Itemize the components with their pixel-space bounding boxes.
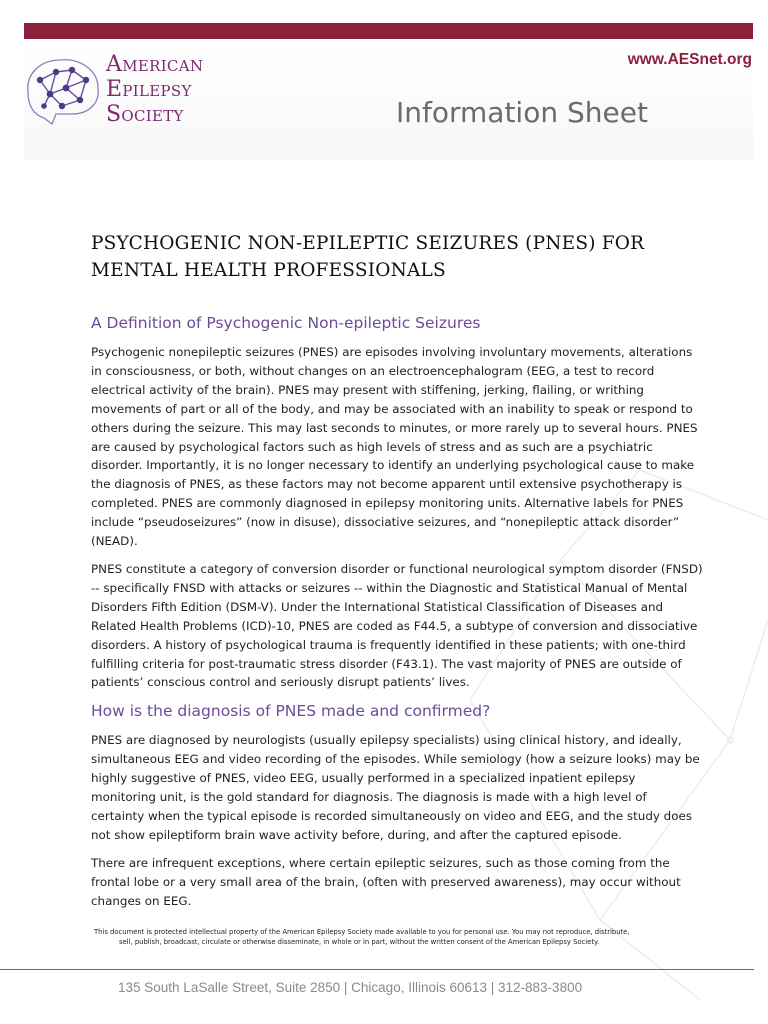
- disclaimer-line2: sell, publish, broadcast, circulate or otherwise disseminate, in whole or in part, without the written consent of the American Epilepsy Society.: [119, 938, 600, 946]
- disclaimer-line1: This document is protected intellectual property of the American Epilepsy Society made available to you for personal use. You may not reproduce, distribute,: [94, 928, 630, 936]
- document-title: [91, 230, 691, 284]
- section-heading-definition: A Definition of Psychogenic Non-epileptic Seizures: [91, 314, 481, 332]
- org-name-line3: Society: [106, 102, 184, 127]
- document-body: [91, 311, 703, 910]
- paragraph: PNES constitute a category of conversion disorder or functional neurological symptom disorder (FNSD) -- specifically FNSD with attacks or seizures -- within the Diagnostic and Statistical Manual of Mental Disorders Fifth Edition (DSM-V). Under the International Statistical Classification of Diseases and Related Health Problems (ICD)-10, PNES are coded as F44.5, a subtype of conversion and dissociative disorders. A history of psychological trauma is frequently identified in these patients; with one-third fulfilling criteria for post-traumatic stress disorder (F43.1). The vast majority of PNES are outside of patients’ conscious control and seriously disrupt patients’ lives.: [91, 561, 703, 690]
- footer-divider: [0, 969, 754, 970]
- document-title-line1: PSYCHOGENIC NON-EPILEPTIC SEIZURES (PNES) FOR: [91, 233, 645, 254]
- society-logo[interactable]: [22, 52, 237, 134]
- section-heading-diagnosis: How is the diagnosis of PNES made and confirmed?: [91, 702, 491, 721]
- website-link[interactable]: www.AESnet.org: [627, 51, 752, 68]
- brain-network-icon: [22, 52, 104, 134]
- org-name-line1: American: [106, 52, 204, 77]
- copyright-disclaimer: [94, 927, 654, 947]
- org-name-line2: Epilepsy: [106, 77, 192, 102]
- footer-address: 135 South LaSalle Street, Suite 2850 | Chicago, Illinois 60613 | 312-883-3800: [118, 980, 583, 995]
- document-title-line2: MENTAL HEALTH PROFESSIONALS: [91, 260, 446, 281]
- sheet-label: Information Sheet: [396, 96, 648, 129]
- paragraph: PNES are diagnosed by neurologists (usually epilepsy specialists) using clinical history, and ideally, simultaneous EEG and video recording of the episodes. While semiology (how a seizure looks) may be highly suggestive of PNES, video EEG, usually performed in a specialized inpatient epilepsy monitoring unit, is the gold standard for diagnosis. The diagnosis is made with a high level of certainty when the typical episode is recorded simultaneously on video and EEG, and the study does not show epileptiform brain wave activity before, during, and after the captured episode.: [91, 733, 700, 842]
- org-name: [106, 52, 203, 127]
- header-accent-bar: [24, 23, 753, 39]
- paragraph: Psychogenic nonepileptic seizures (PNES) are episodes involving involuntary movements, alterations in consciousness, or both, without changes on an electroencephalogram (EEG, a test to record electrical activity of the brain). PNES may present with stiffening, jerking, flailing, or writhing movements of part or all of the body, and may be associated with an inability to speak or respond to others during the seizure. This may last seconds to minutes, or more rarely up to several hours. PNES are caused by psychological factors such as high levels of stress and as such are a psychiatric disorder. Importantly, it is no longer necessary to identify an underlying psychological cause to make the diagnosis of PNES, as these factors may not become apparent until extensive psychotherapy is completed. PNES are commonly diagnosed in epilepsy monitoring units. Alternative labels for PNES include “pseudoseizures” (now in disuse), dissociative seizures, and “nonepileptic attack disorder” (NEAD).: [91, 345, 698, 549]
- paragraph: There are infrequent exceptions, where certain epileptic seizures, such as those coming from the frontal lobe or a very small area of the brain, (often with preserved awareness), may occur without changes on EEG.: [91, 855, 681, 908]
